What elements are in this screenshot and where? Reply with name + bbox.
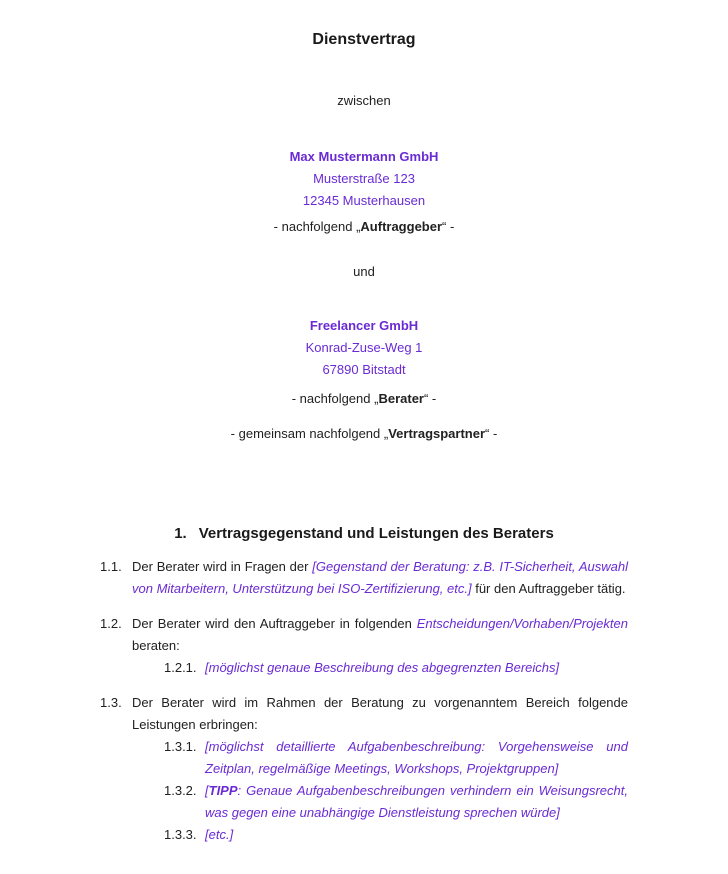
clause-number: 1.2.	[100, 616, 122, 631]
clause-placeholder: : Genaue Aufgabenbeschreibungen verhindern ein Weisungsrecht, was gegen eine unabhängige Dienstleistung sprechen würde]	[205, 783, 628, 820]
clause-placeholder: [möglichst detaillierte Aufgabenbeschreibung: Vorgehensweise und Zeitplan, regelmäßige Meetings, Workshops, Projektgruppen]	[205, 739, 628, 776]
clause-1-3-1	[132, 736, 628, 780]
designation-suffix: “ -	[423, 391, 437, 406]
contractor-street: Konrad-Zuse-Weg 1	[305, 340, 423, 355]
clause-text	[205, 736, 628, 780]
clause-number: 1.3.	[100, 695, 122, 710]
designation-term: Vertragspartner	[388, 426, 486, 441]
clause-number: 1.3.1.	[164, 739, 197, 754]
section-1-clauses	[100, 556, 628, 846]
clause-run: beraten:	[132, 638, 180, 653]
contractor-party-block	[100, 315, 628, 381]
clause-placeholder: [etc.]	[205, 827, 234, 842]
section-heading-text: Vertragsgegenstand und Leistungen des Beraters	[198, 525, 554, 542]
client-city: 12345 Musterhausen	[302, 193, 426, 208]
clause-1-3-2	[132, 780, 628, 824]
clause-1-3-3	[132, 824, 628, 846]
section-1-heading	[100, 523, 628, 544]
clause-number: 1.1.	[100, 559, 122, 574]
clause-text	[132, 692, 628, 736]
clause-1-2-1	[132, 657, 628, 679]
clause-1-2	[100, 613, 628, 679]
clause-number: 1.2.1.	[164, 660, 197, 675]
designation-prefix: - nachfolgend „	[273, 219, 361, 234]
contractor-designation	[100, 388, 628, 410]
and-label: und	[353, 264, 375, 279]
contractor-city: 67890 Bitstadt	[322, 362, 406, 377]
client-name: Max Mustermann GmbH	[289, 149, 439, 164]
client-party-block	[100, 146, 628, 212]
document-title: Dienstvertrag	[312, 31, 416, 48]
clause-placeholder-tip: TIPP	[208, 783, 238, 798]
clause-placeholder: Entscheidungen/Vorhaben/Projekten	[416, 616, 628, 631]
clause-1-1	[100, 556, 628, 600]
contractor-name: Freelancer GmbH	[309, 318, 419, 333]
clause-text	[132, 613, 628, 657]
between-label: zwischen	[337, 93, 391, 108]
client-designation	[100, 216, 628, 238]
designation-prefix: - gemeinsam nachfolgend „	[230, 426, 389, 441]
joint-designation	[100, 423, 628, 445]
clause-placeholder: [	[205, 783, 209, 798]
clause-placeholder: [möglichst genaue Beschreibung des abgegrenzten Bereichs]	[205, 660, 560, 675]
clause-run: Der Berater wird den Auftraggeber in folgenden	[132, 616, 417, 631]
clause-number: 1.3.3.	[164, 827, 197, 842]
designation-suffix: “ -	[442, 219, 455, 234]
designation-suffix: “ -	[485, 426, 498, 441]
clause-text	[205, 824, 628, 846]
section-number: 1.	[174, 525, 187, 542]
designation-term: Auftraggeber	[360, 219, 443, 234]
clause-text	[205, 657, 628, 679]
clause-run: für den Auftraggeber tätig.	[471, 581, 626, 596]
clause-text	[205, 780, 628, 824]
designation-term: Berater	[378, 391, 424, 406]
client-street: Musterstraße 123	[313, 171, 415, 186]
designation-prefix: - nachfolgend „	[291, 391, 379, 406]
clause-run: Der Berater wird im Rahmen der Beratung zu vorgenanntem Bereich folgende Leistungen erbringen:	[132, 695, 628, 732]
clause-number: 1.3.2.	[164, 783, 197, 798]
clause-run: Der Berater wird in Fragen der	[132, 559, 313, 574]
clause-placeholder: [Gegenstand der Beratung: z.B. IT-Sicherheit, Auswahl von Mitarbeitern, Unterstützung bei ISO-Zertifizierung, etc.]	[132, 559, 628, 596]
clause-1-3	[100, 692, 628, 846]
clause-text	[132, 556, 628, 600]
